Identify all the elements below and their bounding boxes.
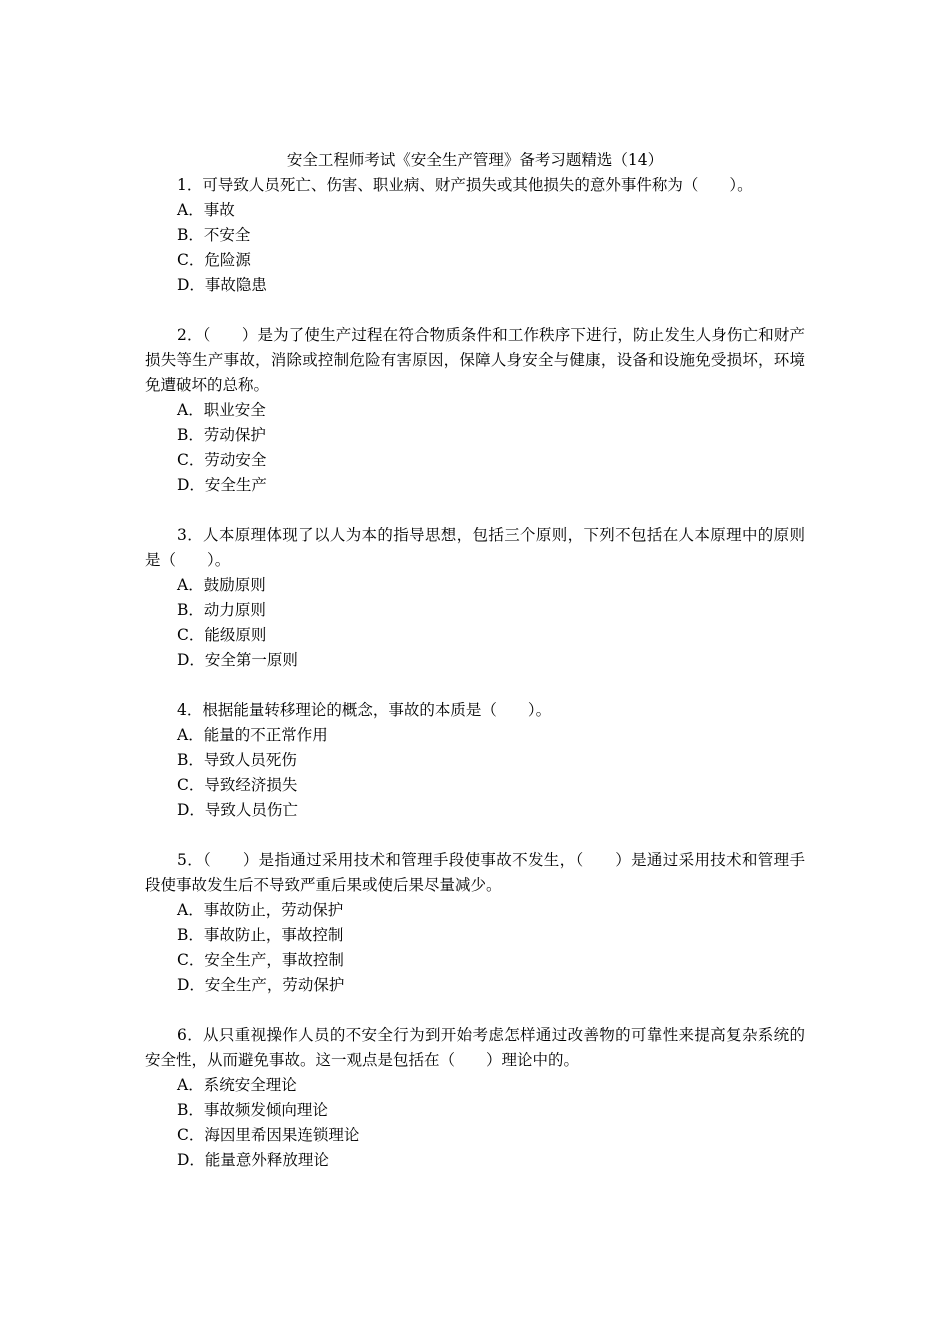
option-c: C．危险源 bbox=[177, 251, 251, 269]
question-stem: 5．（ ）是指通过采用技术和管理手段使事故不发生，（ ）是通过采用技术和管理手段使事故发生后不导致严重后果或使后果尽量减少。 bbox=[145, 851, 805, 894]
option-b: B．劳动保护 bbox=[177, 426, 266, 444]
option-c: C．导致经济损失 bbox=[177, 776, 298, 794]
question-stem: 3．人本原理体现了以人为本的指导思想，包括三个原则，下列不包括在人本原理中的原则是（ ）。 bbox=[145, 526, 805, 569]
option-c: C．安全生产，事故控制 bbox=[177, 951, 344, 969]
option-c: C．海因里希因果连锁理论 bbox=[177, 1126, 360, 1144]
option-d: D．安全第一原则 bbox=[177, 651, 298, 669]
question-3 bbox=[145, 523, 805, 673]
option-a: A．事故防止，劳动保护 bbox=[177, 901, 344, 919]
option-a: A．能量的不正常作用 bbox=[177, 726, 328, 744]
option-d: D．事故隐患 bbox=[177, 276, 267, 294]
question-2 bbox=[145, 323, 805, 498]
question-stem: 6．从只重视操作人员的不安全行为到开始考虑怎样通过改善物的可靠性来提高复杂系统的安全性，从而避免事故。这一观点是包括在（ ）理论中的。 bbox=[145, 1026, 805, 1069]
option-a: A．系统安全理论 bbox=[177, 1076, 297, 1094]
option-b: B．动力原则 bbox=[177, 601, 266, 619]
question-6 bbox=[145, 1023, 805, 1173]
option-a: A．鼓励原则 bbox=[177, 576, 266, 594]
option-a: A．事故 bbox=[177, 201, 235, 219]
question-4 bbox=[145, 698, 805, 823]
option-d: D．导致人员伤亡 bbox=[177, 801, 298, 819]
option-d: D．安全生产 bbox=[177, 476, 267, 494]
document-title: 安全工程师考试《安全生产管理》备考习题精选（14） bbox=[286, 151, 664, 169]
option-c: C．能级原则 bbox=[177, 626, 267, 644]
option-d: D．能量意外释放理论 bbox=[177, 1151, 329, 1169]
option-a: A．职业安全 bbox=[177, 401, 266, 419]
option-b: B．不安全 bbox=[177, 226, 251, 244]
option-b: B．事故防止，事故控制 bbox=[177, 926, 344, 944]
option-b: B．导致人员死伤 bbox=[177, 751, 297, 769]
question-stem: 4．根据能量转移理论的概念，事故的本质是（ ）。 bbox=[177, 701, 552, 719]
option-c: C．劳动安全 bbox=[177, 451, 267, 469]
document-content bbox=[145, 148, 805, 1173]
question-1 bbox=[145, 173, 805, 298]
question-5 bbox=[145, 848, 805, 998]
question-stem: 1．可导致人员死亡、伤害、职业病、财产损失或其他损失的意外事件称为（ ）。 bbox=[177, 176, 753, 194]
option-b: B．事故频发倾向理论 bbox=[177, 1101, 328, 1119]
question-stem: 2．（ ）是为了使生产过程在符合物质条件和工作秩序下进行，防止发生人身伤亡和财产损失等生产事故，消除或控制危险有害原因，保障人身安全与健康，设备和设施免受损坏，环境免遭破坏的总称。 bbox=[145, 326, 805, 394]
option-d: D．安全生产，劳动保护 bbox=[177, 976, 345, 994]
